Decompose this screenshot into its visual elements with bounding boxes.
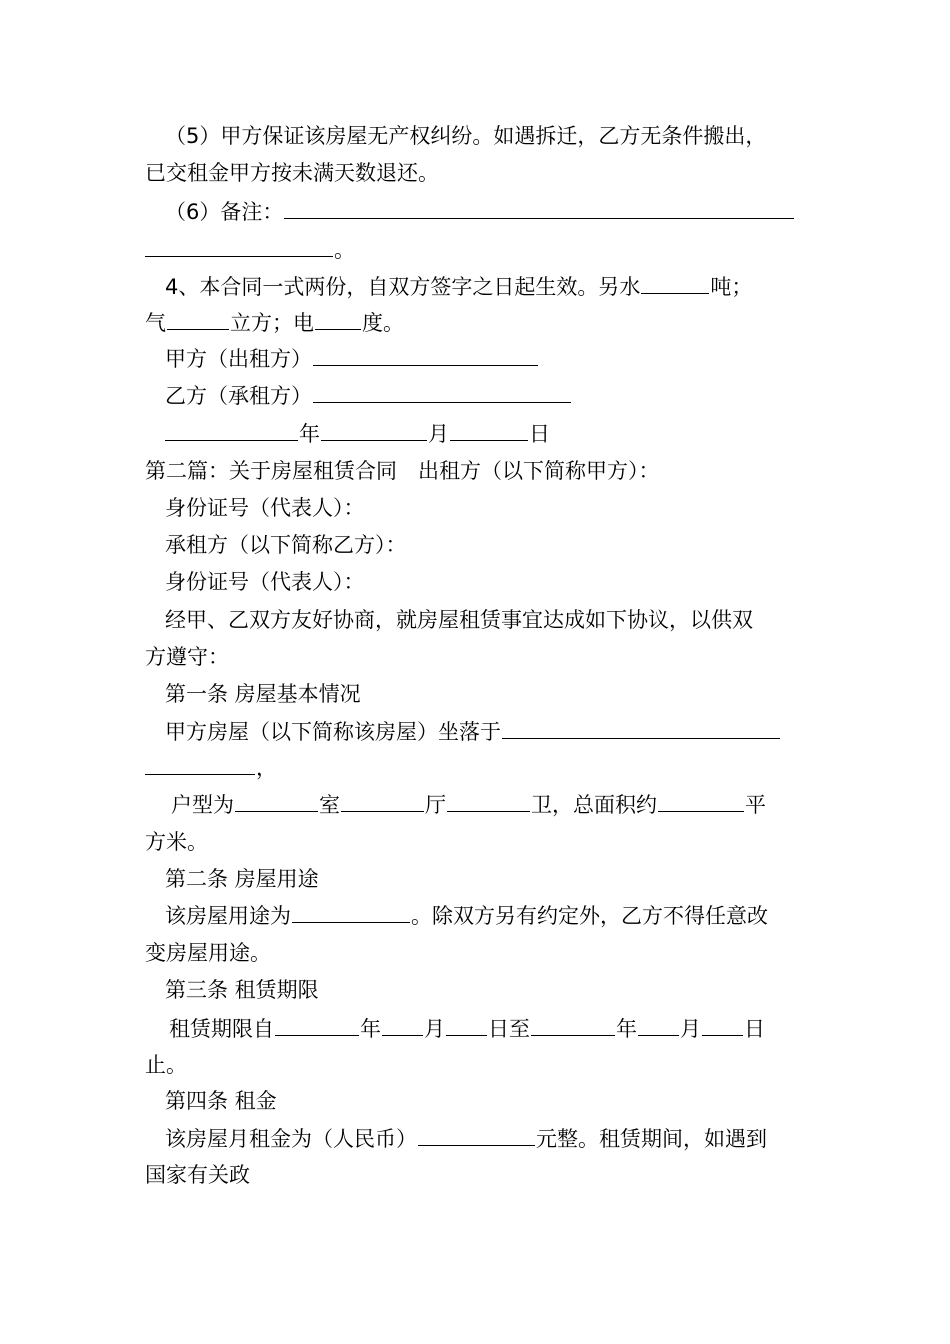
baths-area-label: 卫，总面积约 — [531, 793, 657, 817]
area-unit-start: 平 — [745, 793, 766, 817]
use-clause: 。除双方另有约定外，乙方不得任意改 — [411, 904, 768, 928]
signing-date-line — [145, 415, 810, 452]
article-4-title — [145, 1083, 810, 1120]
start-day-blank — [446, 1010, 487, 1036]
area-blank — [658, 786, 744, 812]
electricity-unit: 度。 — [362, 311, 404, 335]
end-year-blank — [531, 1010, 615, 1036]
use-label: 该房屋用途为 — [165, 904, 291, 928]
party-b-label: 乙方（承租方） — [165, 384, 312, 408]
clause-5-line-1 — [145, 118, 810, 155]
article-1-location-line — [145, 713, 810, 750]
rooms-label: 室 — [319, 793, 340, 817]
rent-clause: 元整。租赁期间，如遇到 — [536, 1127, 767, 1151]
gas-blank — [167, 304, 229, 330]
electricity-blank — [315, 304, 361, 330]
lessor-id-line — [145, 490, 810, 527]
date-month-blank — [321, 415, 427, 441]
article-2-heading: 第二条 房屋用途 — [165, 867, 319, 891]
location-blank — [502, 713, 780, 739]
party-a-label: 甲方（出租方） — [165, 347, 312, 371]
item-4-text: 4、本合同一式两份，自双方签字之日起生效。另水 — [165, 275, 641, 299]
rent-clause-cont: 国家有关政 — [145, 1163, 250, 1187]
end-day-blank — [702, 1010, 743, 1036]
start-year-label: 年 — [360, 1017, 381, 1041]
gas-unit-electricity-label: 立方；电 — [230, 311, 314, 335]
remarks-blank — [284, 193, 794, 219]
article-3-term-line-2 — [145, 1047, 810, 1084]
lessee-id-label: 身份证号（代表人）： — [165, 570, 365, 594]
clause-5-line-2 — [145, 155, 810, 192]
consult-text-cont: 方遵守： — [145, 645, 229, 669]
end-month-label: 月 — [680, 1017, 701, 1041]
article-4-heading: 第四条 租金 — [165, 1089, 277, 1113]
lessee-label: 承租方（以下简称乙方）： — [165, 533, 407, 557]
remarks-blank-cont — [145, 231, 333, 257]
lessor-id-label: 身份证号（代表人）： — [165, 496, 365, 520]
remarks-end: 。 — [334, 238, 355, 262]
party-b-signature-blank — [313, 377, 571, 403]
article-1-location-line-2 — [145, 749, 810, 786]
article-1-title — [145, 676, 810, 713]
consult-line-1 — [145, 602, 810, 639]
clause-5-text: （5）甲方保证该房屋无产权纠纷。如遇拆迁，乙方无条件搬出， — [165, 124, 767, 148]
party-a-signature-blank — [313, 340, 538, 366]
item-4-line-2 — [145, 304, 810, 341]
location-label: 甲方房屋（以下简称该房屋）坐落于 — [165, 720, 501, 744]
halls-label: 厅 — [425, 793, 446, 817]
party-a-line — [145, 340, 810, 377]
clause-6-line-2 — [145, 231, 810, 268]
rent-amount-blank — [418, 1120, 535, 1146]
article-1-heading: 第一条 房屋基本情况 — [165, 682, 361, 706]
end-day-label: 日 — [744, 1017, 765, 1041]
halls-blank — [341, 786, 424, 812]
item-4-line-1 — [145, 268, 810, 305]
term-label: 租赁期限自 — [169, 1017, 274, 1041]
lessee-line — [145, 527, 810, 564]
start-month-blank — [382, 1010, 423, 1036]
location-blank-cont — [145, 749, 255, 775]
section-2-heading: 第二篇：关于房屋租赁合同 出租方（以下简称甲方）： — [145, 459, 660, 483]
article-2-use-line-2 — [145, 935, 810, 972]
water-unit: 吨； — [710, 275, 753, 299]
consult-line-2 — [145, 639, 810, 676]
date-month-label: 月 — [428, 422, 449, 446]
consult-text: 经甲、乙双方友好协商，就房屋租赁事宜达成如下协议，以供双 — [165, 608, 753, 632]
article-1-area-unit-line — [145, 824, 810, 861]
date-year-blank — [165, 415, 298, 441]
baths-blank — [447, 786, 530, 812]
term-end: 止。 — [145, 1053, 187, 1077]
layout-label: 户型为 — [171, 793, 234, 817]
date-day-blank — [450, 415, 528, 441]
clause-5-text-cont: 已交租金甲方按未满天数退还。 — [145, 161, 439, 185]
start-month-label: 月 — [424, 1017, 445, 1041]
article-3-term-line — [145, 1010, 810, 1047]
article-4-rent-line — [145, 1120, 810, 1157]
date-day-label: 日 — [529, 422, 550, 446]
end-year-label: 年 — [616, 1017, 637, 1041]
remarks-label: （6）备注： — [165, 200, 284, 224]
use-clause-cont: 变房屋用途。 — [145, 941, 271, 965]
party-b-line — [145, 377, 810, 414]
article-3-title — [145, 972, 810, 1009]
rent-label: 该房屋月租金为（人民币） — [165, 1127, 417, 1151]
gas-label: 气 — [145, 311, 166, 335]
lessee-id-line — [145, 564, 810, 601]
location-comma: ， — [256, 756, 277, 780]
use-blank — [292, 897, 410, 923]
article-4-rent-line-2 — [145, 1157, 810, 1194]
end-month-blank — [638, 1010, 679, 1036]
area-unit: 方米。 — [145, 830, 208, 854]
rooms-blank — [235, 786, 318, 812]
date-year-label: 年 — [299, 422, 320, 446]
article-3-heading: 第三条 租赁期限 — [165, 978, 319, 1002]
article-1-layout-line — [145, 786, 810, 823]
clause-6-line-1 — [145, 193, 810, 230]
section-2-title — [145, 453, 810, 490]
article-2-title — [145, 861, 810, 898]
start-year-blank — [275, 1010, 359, 1036]
water-blank — [641, 268, 709, 294]
start-day-to-label: 日至 — [488, 1017, 530, 1041]
article-2-use-line — [145, 897, 810, 934]
